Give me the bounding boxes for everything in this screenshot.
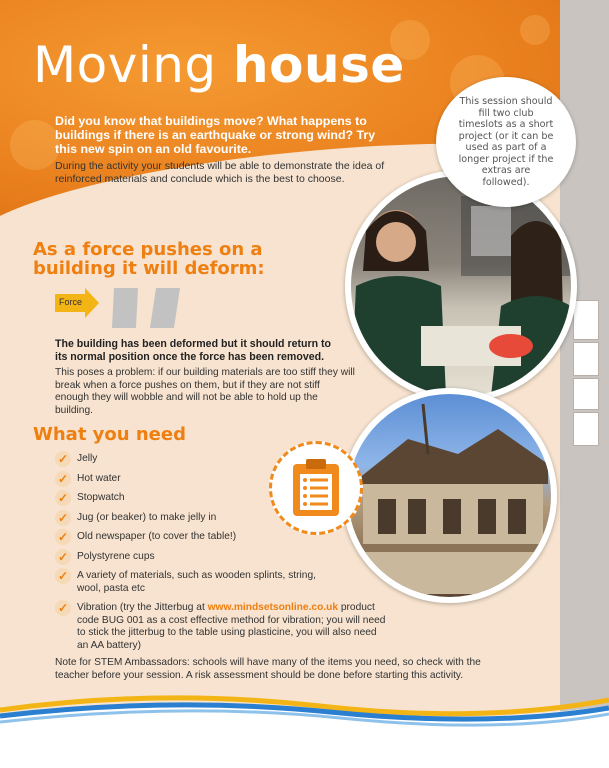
intro-question: Did you know that buildings move? What happens to buildings if there is an earthquake or strong wind? Try this new spin on an old favourite. bbox=[55, 114, 376, 156]
students-photo bbox=[345, 170, 577, 402]
list-item: ✓ Old newspaper (to cover the table!) bbox=[55, 531, 375, 544]
check-circle-icon: ✓ bbox=[55, 471, 71, 487]
needs-list bbox=[55, 452, 386, 659]
what-you-need-heading: What you need bbox=[33, 424, 186, 445]
list-item: ✓ Hot water bbox=[55, 473, 375, 486]
check-circle-icon: ✓ bbox=[55, 490, 71, 506]
session-note-bubble: This session should fill two club timeslots as a short project (or it can be used as part of a longer project if the extras are followed). bbox=[436, 77, 576, 207]
force-arrow-label: Force bbox=[59, 297, 83, 307]
check-circle-icon: ✓ bbox=[55, 600, 71, 616]
intro-text: During the activity your students will be able to demonstrate the idea of reinforced materials and conclude which is the best to choose. bbox=[55, 160, 385, 185]
deformed-statement: The building has been deformed but it should return to its normal position once the force has been removed. bbox=[55, 338, 332, 363]
thumbnail-page[interactable] bbox=[573, 412, 599, 446]
thumbnail-page[interactable] bbox=[573, 342, 599, 376]
list-item: ✓ Jug (or beaker) to make jelly in bbox=[55, 512, 375, 525]
page-title: Moving house bbox=[33, 36, 405, 94]
check-circle-icon: ✓ bbox=[55, 451, 71, 467]
bottom-wave-decoration bbox=[0, 688, 609, 768]
deformed-building-diagram bbox=[108, 286, 188, 330]
mindsets-link[interactable]: www.mindsetsonline.co.uk bbox=[207, 602, 339, 613]
check-circle-icon: ✓ bbox=[55, 529, 71, 545]
problem-text: This poses a problem: if our building materials are too stiff they will break when a force pushes on them, but if they are not stiff enough they will wobble and will not be able to hold up the building. bbox=[55, 367, 355, 416]
check-circle-icon: ✓ bbox=[55, 510, 71, 526]
list-item: ✓ Vibration (try the Jitterbug at www.mindsetsonline.co.uk product code BUG 001 as a cost effective method for vibration; you will need to stick the jitterbug to the table using plasticine, you will also need an AA battery) bbox=[55, 602, 387, 652]
thumbnail-page[interactable] bbox=[573, 378, 599, 410]
force-heading: As a force pushes on a building it will deform: bbox=[33, 239, 265, 279]
check-circle-icon: ✓ bbox=[55, 549, 71, 565]
list-item: ✓ A variety of materials, such as wooden splints, string, wool, pasta etc bbox=[55, 570, 337, 595]
list-item: ✓ Stopwatch bbox=[55, 492, 375, 505]
thumbnail-page[interactable] bbox=[573, 300, 599, 340]
check-circle-icon: ✓ bbox=[55, 568, 71, 584]
ambassador-note: Note for STEM Ambassadors: schools will have many of the items you need, so check with the teacher before your session. A risk assessment should be done before starting this activity. bbox=[55, 657, 481, 681]
list-item: ✓ Jelly bbox=[55, 453, 375, 466]
list-item: ✓ Polystyrene cups bbox=[55, 551, 375, 564]
